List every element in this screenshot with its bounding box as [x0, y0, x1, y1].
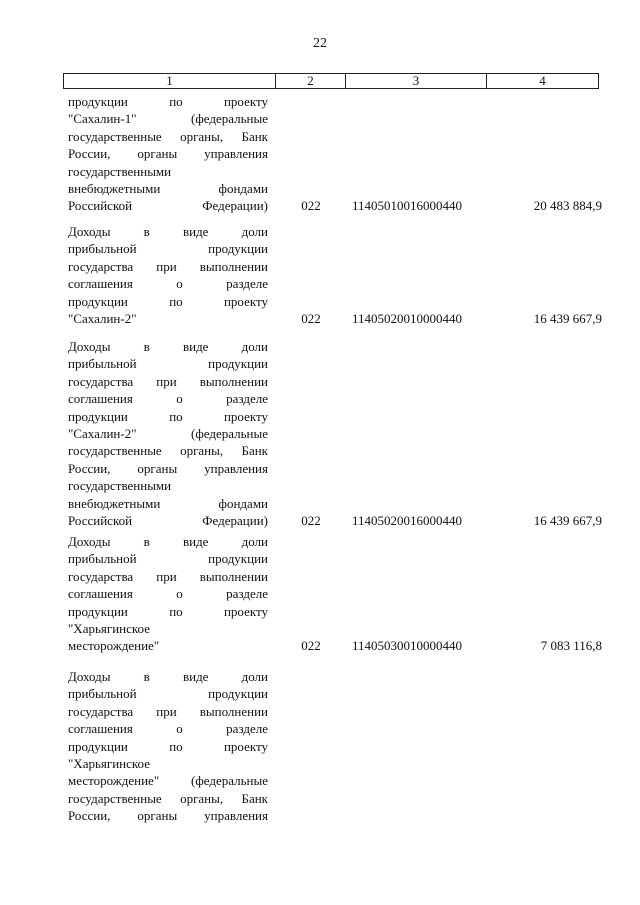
column-header-1: 1 [64, 74, 276, 88]
description-line: прибыльной продукции [68, 241, 268, 257]
description-line: государственные органы, Банк [68, 790, 268, 806]
description-line: продукции по проекту [68, 408, 268, 424]
description-line: "Харьягинское [68, 756, 150, 772]
page-number: 22 [313, 36, 327, 51]
row-code: 022 [301, 513, 321, 528]
description-line: России, органы управления [68, 146, 268, 162]
row-kbk: 11405010016000440 [352, 198, 463, 214]
description-line: Доходы в виде доли [68, 534, 268, 549]
description-line: продукции по проекту [68, 603, 268, 619]
description-line: Доходы в виде доли [68, 224, 268, 239]
description-line: государства при выполнении [68, 373, 268, 389]
row-description [68, 668, 268, 825]
description-line: продукции по проекту [68, 738, 268, 754]
description-line: Доходы в виде доли [68, 669, 268, 684]
row-code: 022 [301, 311, 321, 326]
row-sum: 16 439 667,9 [533, 513, 602, 528]
description-line: Доходы в виде доли [68, 339, 268, 354]
description-line: соглашения о разделе [68, 276, 268, 292]
description-line: "Харьягинское [68, 621, 150, 637]
description-line: государственными [68, 478, 172, 494]
description-line: государства при выполнении [68, 703, 268, 719]
column-header-4: 4 [539, 73, 546, 88]
description-line: месторождение" (федеральные [68, 773, 268, 789]
description-line: месторождение" [68, 638, 160, 654]
row-description [68, 223, 268, 327]
description-line: государственные органы, Банк [68, 128, 268, 144]
row-description [68, 93, 268, 215]
description-line: прибыльной продукции [68, 686, 268, 702]
description-line: соглашения о разделе [68, 391, 268, 407]
description-line: России, органы управления [68, 808, 268, 824]
description-line: государственными [68, 163, 172, 179]
row-code: 022 [301, 638, 321, 654]
description-line: внебюджетными фондами [68, 495, 268, 511]
description-line: прибыльной продукции [68, 356, 268, 372]
description-line: государства при выполнении [68, 568, 268, 584]
description-line: государственные органы, Банк [68, 443, 268, 459]
description-line: внебюджетными фондами [68, 181, 268, 197]
description-line: продукции по проекту [68, 293, 268, 309]
table-header-row [63, 73, 599, 89]
row-kbk: 11405020016000440 [352, 513, 463, 528]
description-line: России, органы управления [68, 460, 268, 476]
description-line: продукции по проекту [68, 94, 268, 109]
description-line: Российской Федерации) [68, 198, 268, 214]
row-sum: 16 439 667,9 [533, 311, 602, 326]
column-header-2: 2 [276, 74, 346, 88]
row-kbk: 11405030010000440 [352, 638, 463, 654]
row-sum: 20 483 884,9 [533, 198, 602, 214]
description-line: "Сахалин-1" (федеральные [68, 111, 268, 127]
description-line: прибыльной продукции [68, 551, 268, 567]
description-line: Российской Федерации) [68, 513, 268, 529]
description-line: государства при выполнении [68, 258, 268, 274]
row-kbk: 11405020010000440 [352, 311, 463, 326]
description-line: "Сахалин-2" [68, 311, 137, 327]
description-line: соглашения о разделе [68, 586, 268, 602]
column-header-3: 3 [346, 74, 487, 88]
row-description [68, 338, 268, 529]
row-code: 022 [301, 198, 321, 214]
description-line: соглашения о разделе [68, 721, 268, 737]
row-sum: 7 083 116,8 [540, 638, 602, 654]
description-line: "Сахалин-2" (федеральные [68, 426, 268, 442]
row-description [68, 533, 268, 655]
